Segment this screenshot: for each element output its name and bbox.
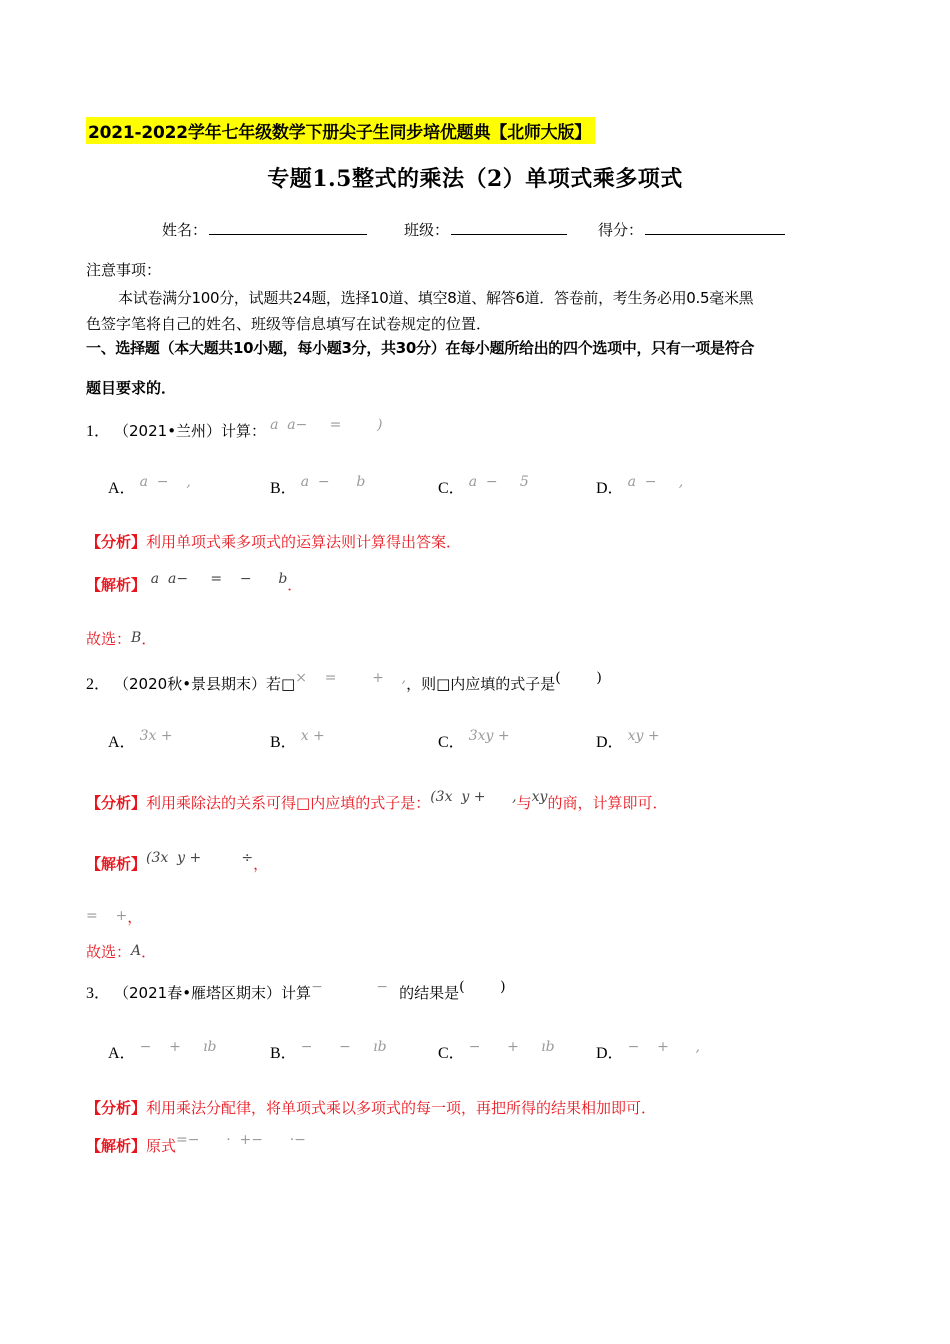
question-2-option-b[interactable] xyxy=(270,729,325,752)
question-1-option-a[interactable] xyxy=(108,475,191,498)
question-2-option-a[interactable] xyxy=(108,729,173,752)
name-field[interactable] xyxy=(162,219,367,240)
question-formula: × = + , xyxy=(295,670,407,686)
option-formula: a − b xyxy=(300,474,366,490)
notice-line-2: 色签字笔将自己的姓名、班级等信息填写在试卷规定的位置． xyxy=(86,315,492,333)
question-source: （2021春•雁塔区期末） xyxy=(114,984,282,1002)
question-text-pre: 计算 xyxy=(281,984,312,1002)
answer-label: 故选： xyxy=(86,943,132,961)
question-number: 1． xyxy=(86,423,111,440)
option-formula: − + , xyxy=(627,1039,700,1055)
option-label: B． xyxy=(270,480,297,497)
solution-formula: (3x y + ÷ xyxy=(146,850,254,866)
answer-value: A xyxy=(131,943,142,959)
question-2-analysis xyxy=(86,789,668,813)
option-formula: 3x + xyxy=(139,728,173,744)
question-3-analysis xyxy=(86,1097,656,1118)
question-formula: − − xyxy=(311,979,388,995)
analysis-text-post: 的商，计算即可． xyxy=(547,794,668,812)
class-field[interactable] xyxy=(404,219,567,240)
option-formula: a − , xyxy=(627,474,684,490)
solution-formula-line-2: = + xyxy=(86,908,128,924)
series-title: 2021-2022学年七年级数学下册尖子生同步培优题典【北师大版】 xyxy=(86,117,595,144)
question-2-solution-line-2 xyxy=(86,906,142,927)
option-label: A． xyxy=(108,480,136,497)
section-heading-line-1: 一、选择题（本大题共10小题，每小题3分，共30分）在每小题所给出的四个选项中，只有一项是符合 xyxy=(86,339,755,357)
document-title: 专题1.5整式的乘法（2）单项式乘多项式 xyxy=(267,166,683,192)
analysis-text: 利用乘法分配律，将单项式乘以多项式的每一项，再把所得的结果相加即可． xyxy=(146,1099,657,1117)
option-label: C． xyxy=(438,480,465,497)
answer-value: B xyxy=(131,630,142,646)
solution-end: ． xyxy=(287,576,303,594)
question-formula: a a− = ) xyxy=(270,417,383,433)
option-formula: − + ıb xyxy=(139,1039,217,1055)
option-label: A． xyxy=(108,734,136,751)
solution-text-pre: 原式 xyxy=(146,1137,177,1155)
option-label: B． xyxy=(270,1045,297,1062)
answer-paren: ( ) xyxy=(459,979,506,995)
question-2-option-d[interactable] xyxy=(596,729,660,752)
analysis-label: 【分析】 xyxy=(86,533,147,551)
question-3-option-b[interactable] xyxy=(270,1040,387,1063)
solution-label: 【解析】 xyxy=(86,855,147,873)
analysis-formula-1: (3x y + , xyxy=(430,789,517,805)
question-1-option-d[interactable] xyxy=(596,475,683,498)
question-3-stem xyxy=(86,980,506,1003)
option-label: D． xyxy=(596,1045,624,1062)
question-2-stem xyxy=(86,671,602,694)
question-source: （2021•兰州） xyxy=(114,422,222,440)
option-label: C． xyxy=(438,1045,465,1062)
name-blank[interactable] xyxy=(209,220,367,235)
solution-formula: =− · +− ·− xyxy=(176,1132,306,1148)
analysis-label: 【分析】 xyxy=(86,794,147,812)
question-text-post: 的结果是 xyxy=(399,984,460,1002)
option-label: C． xyxy=(438,734,465,751)
option-formula: a − 5 xyxy=(468,474,529,490)
question-1-stem xyxy=(86,418,382,441)
question-1-analysis xyxy=(86,531,461,552)
option-formula: xy + xyxy=(627,728,660,744)
analysis-text-pre: 利用乘除法的关系可得□内应填的式子是： xyxy=(146,794,431,812)
option-label: D． xyxy=(596,734,624,751)
option-formula: − − ıb xyxy=(300,1039,387,1055)
option-label: A． xyxy=(108,1045,136,1062)
option-formula: x + xyxy=(300,728,325,744)
question-source: （2020秋•景县期末） xyxy=(114,675,267,693)
option-formula: − + ıb xyxy=(468,1039,555,1055)
question-3-solution xyxy=(86,1132,306,1156)
question-number: 3． xyxy=(86,985,111,1002)
score-blank[interactable] xyxy=(645,220,785,235)
solution-label: 【解析】 xyxy=(86,576,147,594)
question-2-solution xyxy=(86,850,269,874)
notice-line-1: 本试卷满分100分，试题共24题，选择10道、填空8道、解答6道．答卷前，考生务必用0.5毫米黑 xyxy=(118,289,754,307)
answer-label: 故选： xyxy=(86,630,132,648)
analysis-formula-2: xy xyxy=(531,789,548,805)
question-2-answer xyxy=(86,941,156,962)
class-blank[interactable] xyxy=(451,220,567,235)
question-1-option-b[interactable] xyxy=(270,475,365,498)
option-formula: 3xy + xyxy=(468,728,510,744)
answer-end: ． xyxy=(141,630,157,648)
solution-formula: a a− = − b xyxy=(150,571,288,587)
answer-end: ． xyxy=(141,943,157,961)
question-text-pre: 若□ xyxy=(266,675,296,693)
solution-line-2-end: ， xyxy=(127,908,143,926)
question-number: 2． xyxy=(86,676,111,693)
question-3-option-a[interactable] xyxy=(108,1040,217,1063)
option-formula: a − , xyxy=(139,474,191,490)
option-label: D． xyxy=(596,480,624,497)
question-text-post: ，则□内应填的式子是 xyxy=(406,675,556,693)
analysis-text-mid: 与 xyxy=(516,794,532,812)
notice-heading: 注意事项： xyxy=(86,261,162,279)
score-field[interactable] xyxy=(598,219,785,240)
solution-end: ， xyxy=(253,855,269,873)
score-label: 得分： xyxy=(598,221,644,239)
question-1-answer xyxy=(86,628,156,649)
name-label: 姓名： xyxy=(162,221,208,239)
question-1-solution xyxy=(86,571,303,595)
question-1-option-c[interactable] xyxy=(438,475,529,498)
question-3-option-c[interactable] xyxy=(438,1040,555,1063)
analysis-label: 【分析】 xyxy=(86,1099,147,1117)
section-heading-line-2: 题目要求的． xyxy=(86,379,177,397)
analysis-text: 利用单项式乘多项式的运算法则计算得出答案． xyxy=(146,533,462,551)
option-label: B． xyxy=(270,734,297,751)
question-3-option-d[interactable] xyxy=(596,1040,700,1063)
solution-label: 【解析】 xyxy=(86,1137,147,1155)
answer-paren: ( ) xyxy=(555,670,602,686)
class-label: 班级： xyxy=(404,221,450,239)
question-2-option-c[interactable] xyxy=(438,729,510,752)
question-text: 计算： xyxy=(221,422,267,440)
